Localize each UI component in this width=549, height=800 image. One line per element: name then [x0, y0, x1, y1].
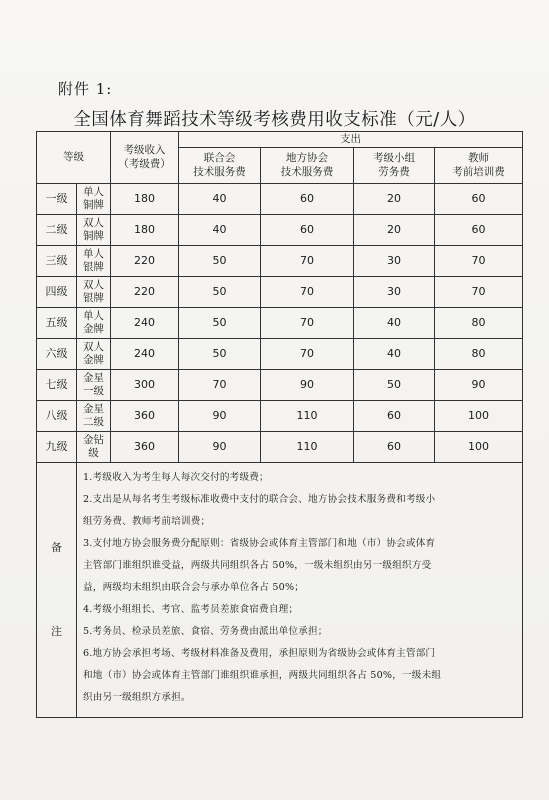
income-cell: 360 — [111, 401, 179, 432]
expense-federation: 50 — [179, 246, 261, 277]
medal-cell — [77, 277, 111, 308]
level-cell: 九级 — [37, 432, 77, 463]
expense-local: 110 — [261, 401, 354, 432]
table-row — [37, 401, 523, 432]
expense-group: 20 — [354, 215, 435, 246]
expense-teacher: 80 — [435, 339, 523, 370]
header-income-line1: 考级收入 — [123, 144, 166, 157]
header-sub-4 — [435, 148, 523, 184]
medal-line1: 单人 — [83, 309, 104, 322]
note-line: 主管部门谁组织谁受益，两级共同组织各占 50%，一级未组织由另一级组织方受 — [83, 560, 432, 571]
medal-line1: 双人 — [83, 278, 104, 291]
medal-line2: 级 — [88, 447, 99, 459]
medal-line2: 银牌 — [83, 292, 104, 304]
expense-teacher: 100 — [435, 401, 523, 432]
note-line: 6.地方协会承担考场、考级材料准备及费用，承担原则为省级协会或体育主管部门 — [83, 648, 436, 659]
note-line: 4.考级小组组长、考官、监考员差旅食宿费自理； — [83, 604, 299, 615]
note-line: 3.支付地方协会服务费分配原则：省级协会或体育主管部门和地（市）协会或体育 — [83, 538, 436, 549]
expense-federation: 50 — [179, 339, 261, 370]
header-sub-3 — [354, 148, 435, 184]
header-expense: 支出 — [179, 132, 523, 148]
medal-line2: 二级 — [83, 416, 104, 428]
table-row — [37, 308, 523, 339]
medal-line1: 金星 — [83, 371, 104, 384]
expense-teacher: 80 — [435, 308, 523, 339]
income-cell: 240 — [111, 308, 179, 339]
header-sub-1 — [179, 148, 261, 184]
notes-row — [37, 463, 523, 718]
level-cell: 三级 — [37, 246, 77, 277]
note-line: 1.考级收入为考生每人每次交付的考级费； — [83, 472, 269, 483]
income-cell: 300 — [111, 370, 179, 401]
medal-line2: 铜牌 — [83, 230, 104, 242]
header-income — [111, 132, 179, 184]
income-cell: 220 — [111, 246, 179, 277]
sub-col-4-line1: 教师 — [468, 152, 489, 165]
income-cell: 220 — [111, 277, 179, 308]
notes-label-char1: 备 — [51, 541, 62, 555]
notes-label-char2: 注 — [51, 625, 62, 638]
table-row — [37, 184, 523, 215]
expense-group: 60 — [354, 432, 435, 463]
medal-cell — [77, 401, 111, 432]
expense-group: 50 — [354, 370, 435, 401]
expense-group: 60 — [354, 401, 435, 432]
header-sub-2 — [261, 148, 354, 184]
expense-group: 40 — [354, 339, 435, 370]
medal-cell — [77, 184, 111, 215]
expense-local: 60 — [261, 184, 354, 215]
level-cell: 四级 — [37, 277, 77, 308]
page-title: 全国体育舞蹈技术等级考核费用收支标准（元/人） — [73, 110, 476, 130]
sub-col-2-line2: 技术服务费 — [280, 165, 334, 178]
income-cell: 360 — [111, 432, 179, 463]
level-cell: 六级 — [37, 339, 77, 370]
notes-content — [77, 463, 523, 718]
expense-teacher: 100 — [435, 432, 523, 463]
expense-federation: 40 — [179, 184, 261, 215]
expense-group: 20 — [354, 184, 435, 215]
expense-federation: 90 — [179, 401, 261, 432]
medal-cell — [77, 339, 111, 370]
header-level: 等级 — [37, 132, 111, 184]
level-cell: 二级 — [37, 215, 77, 246]
expense-teacher: 90 — [435, 370, 523, 401]
medal-line1: 双人 — [83, 340, 104, 353]
note-line: 5.考务员、检录员差旅、食宿、劳务费由派出单位承担； — [83, 626, 328, 637]
expense-teacher: 70 — [435, 277, 523, 308]
expense-federation: 40 — [179, 215, 261, 246]
expense-teacher: 60 — [435, 184, 523, 215]
expense-federation: 70 — [179, 370, 261, 401]
medal-cell — [77, 432, 111, 463]
sub-col-3-line1: 考级小组 — [373, 152, 415, 165]
fee-table — [36, 131, 523, 718]
medal-line2: 金牌 — [83, 323, 104, 335]
expense-group: 40 — [354, 308, 435, 339]
table-row — [37, 277, 523, 308]
expense-local: 70 — [261, 246, 354, 277]
expense-group: 30 — [354, 246, 435, 277]
expense-teacher: 70 — [435, 246, 523, 277]
expense-federation: 50 — [179, 308, 261, 339]
expense-local: 70 — [261, 308, 354, 339]
header-income-line2: （考级费） — [118, 157, 171, 170]
expense-local: 60 — [261, 215, 354, 246]
medal-line2: 一级 — [83, 385, 104, 397]
note-line: 组劳务费、教师考前培训费； — [83, 516, 211, 527]
medal-cell — [77, 246, 111, 277]
level-cell: 一级 — [37, 184, 77, 215]
expense-local: 110 — [261, 432, 354, 463]
sub-col-1-line2: 技术服务费 — [193, 165, 246, 178]
level-cell: 七级 — [37, 370, 77, 401]
medal-line1: 金钻 — [83, 433, 104, 446]
expense-local: 90 — [261, 370, 354, 401]
medal-line2: 铜牌 — [83, 199, 104, 211]
medal-cell — [77, 370, 111, 401]
income-cell: 240 — [111, 339, 179, 370]
note-line: 织由另一级组织方承担。 — [83, 692, 191, 703]
attachment-label: 附件 1: — [58, 80, 113, 98]
income-cell: 180 — [111, 215, 179, 246]
sub-col-3-line2: 劳务费 — [378, 165, 410, 178]
notes-label — [37, 463, 77, 718]
note-line: 和地（市）协会或体育主管部门谁组织谁承担，两级共同组织各占 50%，一级未组 — [83, 670, 442, 681]
expense-local: 70 — [261, 339, 354, 370]
medal-cell — [77, 215, 111, 246]
expense-federation: 90 — [179, 432, 261, 463]
medal-line1: 单人 — [83, 247, 104, 260]
expense-federation: 50 — [179, 277, 261, 308]
table-row — [37, 215, 523, 246]
note-line: 益，两级均未组织由联合会与承办单位各占 50%； — [83, 582, 305, 593]
medal-cell — [77, 308, 111, 339]
table-row — [37, 246, 523, 277]
sub-col-2-line1: 地方协会 — [286, 152, 328, 165]
sub-col-1-line1: 联合会 — [203, 152, 236, 165]
level-cell: 八级 — [37, 401, 77, 432]
header-row-1 — [37, 132, 523, 148]
table-row — [37, 432, 523, 463]
medal-line2: 金牌 — [83, 354, 104, 366]
level-cell: 五级 — [37, 308, 77, 339]
note-line: 2.支出是从每名考生考级标准收费中支付的联合会、地方协会技术服务费和考级小 — [83, 494, 436, 505]
sub-col-4-line2: 考前培训费 — [452, 165, 505, 178]
medal-line1: 双人 — [83, 216, 104, 229]
expense-teacher: 60 — [435, 215, 523, 246]
medal-line1: 单人 — [83, 185, 104, 198]
table-row — [37, 339, 523, 370]
table-row — [37, 370, 523, 401]
expense-local: 70 — [261, 277, 354, 308]
medal-line2: 银牌 — [83, 261, 104, 273]
income-cell: 180 — [111, 184, 179, 215]
expense-group: 30 — [354, 277, 435, 308]
medal-line1: 金星 — [83, 402, 104, 415]
